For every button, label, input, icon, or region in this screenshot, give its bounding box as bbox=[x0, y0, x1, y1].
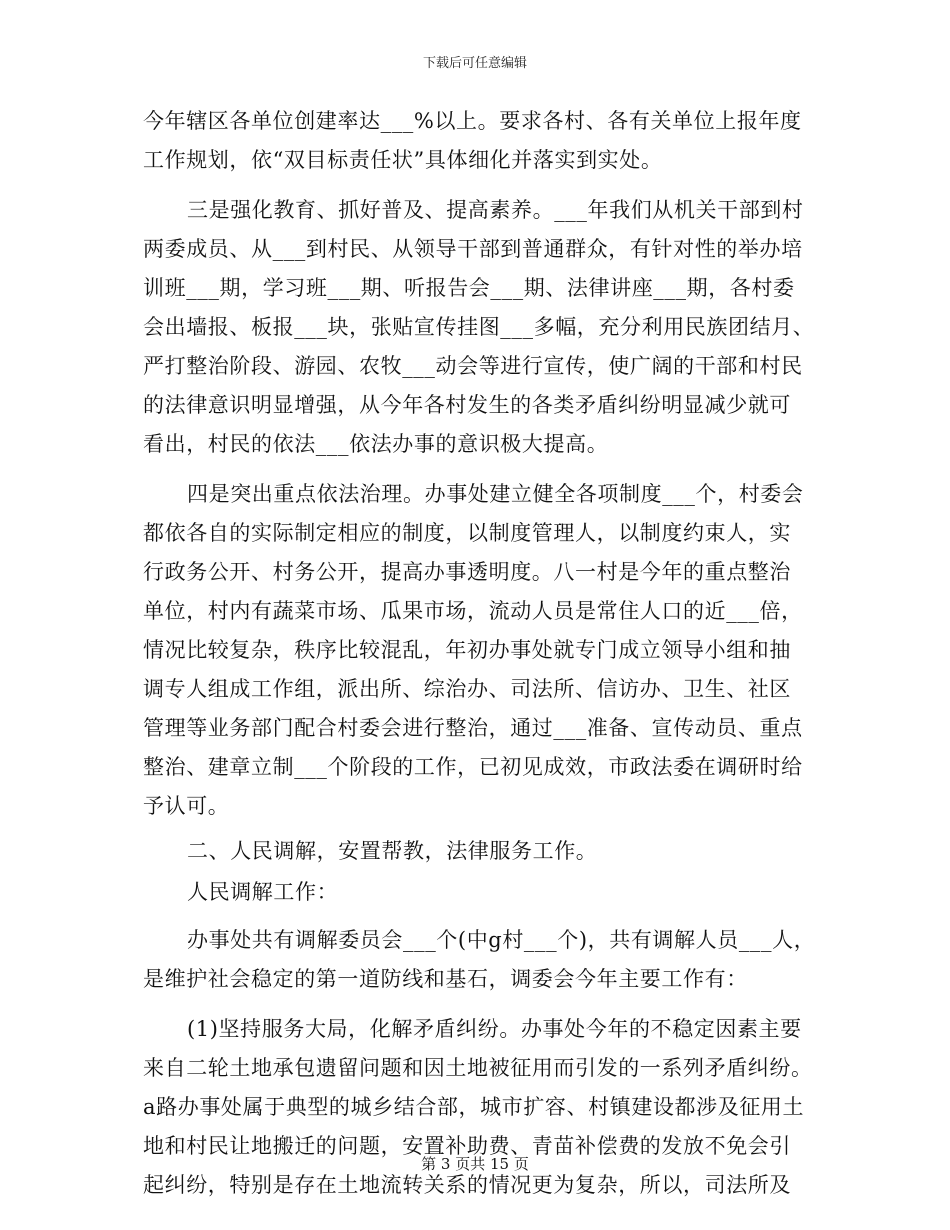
text-line: 训班___期，学习班___期、听报告会___期、法律讲座___期，各村委 bbox=[143, 276, 795, 300]
text-line: 情况比较复杂，秩序比较混乱，年初办事处就专门成立领导小组和抽 bbox=[143, 638, 791, 662]
text-line: 行政务公开、村务公开，提高办事透明度。八一村是今年的重点整治 bbox=[143, 560, 791, 584]
text-line: a路办事处属于典型的城乡结合部，城市扩容、村镇建设都涉及征用土 bbox=[143, 1095, 805, 1119]
subsection-heading: 人民调解工作： bbox=[187, 880, 339, 904]
text-line: 办事处共有调解委员会___个(中g村___个)，共有调解人员___人， bbox=[187, 928, 816, 952]
text-line: 严打整治阶段、游园、农牧___动会等进行宣传，使广阔的干部和村民 bbox=[143, 354, 803, 378]
text-line: (1)坚持服务大局，化解矛盾纠纷。办事处今年的不稳定因素主要 bbox=[187, 1017, 802, 1041]
text-line: 今年辖区各单位创建率达___%以上。要求各村、各有关单位上报年度 bbox=[143, 109, 802, 133]
text-line: 两委成员、从___到村民、从领导干部到普通群众，有针对性的举办培 bbox=[143, 237, 803, 261]
text-line: 都依各自的实际制定相应的制度，以制度管理人，以制度约束人，实 bbox=[143, 521, 791, 545]
text-line: 整治、建章立制___个阶段的工作，已初见成效，市政法委在调研时给 bbox=[143, 755, 803, 779]
text-line: 会出墙报、板报___块，张贴宣传挂图___多幅，充分利用民族团结月、 bbox=[143, 315, 815, 339]
page-number: 第 3 页共 15 页 bbox=[421, 1155, 529, 1173]
text-line: 来自二轮土地承包遗留问题和因土地被征用而引发的一系列矛盾纠纷。 bbox=[143, 1056, 813, 1080]
text-line: 予认可。 bbox=[143, 794, 230, 818]
text-line: 单位，村内有蔬菜市场、瓜果市场，流动人员是常住人口的近___倍， bbox=[143, 599, 803, 623]
text-line: 工作规划，依“双目标责任状”具体细化并落实到实处。 bbox=[143, 148, 663, 172]
text-line: 三是强化教育、抓好普及、提高素养。___年我们从机关干部到村 bbox=[187, 198, 804, 222]
text-line: 四是突出重点依法治理。办事处建立健全各项制度___个，村委会 bbox=[187, 482, 804, 506]
page-header: 下载后可任意编辑 bbox=[422, 56, 527, 71]
text-line: 管理等业务部门配合村委会进行整治，通过___准备、宣传动员、重点 bbox=[143, 716, 803, 740]
text-line: 看出，村民的依法___依法办事的意识极大提高。 bbox=[143, 432, 609, 456]
section-heading: 二、人民调解，安置帮教，法律服务工作。 bbox=[187, 839, 598, 863]
text-line: 起纠纷，特别是存在土地流转关系的情况更为复杂，所以，司法所及 bbox=[143, 1173, 791, 1197]
text-line: 是维护社会稳定的第一道防线和基石，调委会今年主要工作有： bbox=[143, 967, 748, 991]
text-line: 的法律意识明显增强，从今年各村发生的各类矛盾纠纷明显减少就可 bbox=[143, 393, 791, 417]
text-line: 调专人组成工作组，派出所、综治办、司法所、信访办、卫生、社区 bbox=[143, 677, 791, 701]
text-line: 地和村民让地搬迁的问题，安置补助费、青苗补偿费的发放不免会引 bbox=[143, 1134, 791, 1158]
